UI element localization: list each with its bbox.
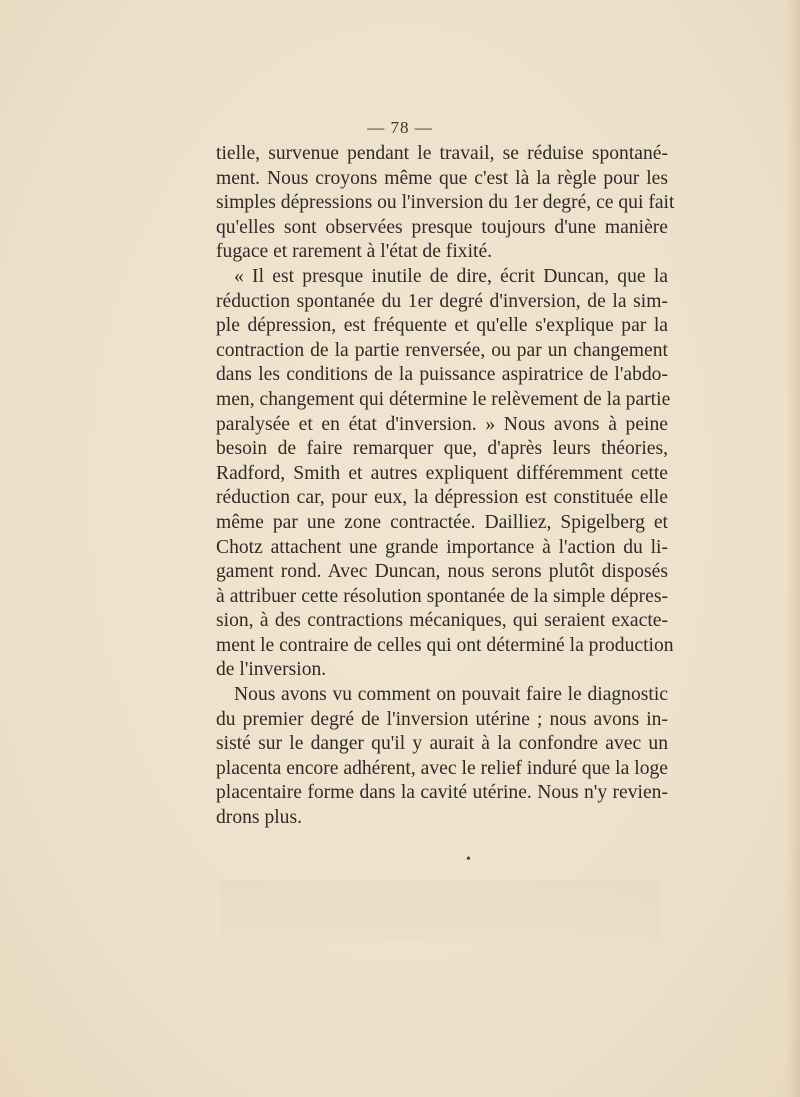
text-line: « Il est presque inutile de dire, écrit Duncan, que la <box>234 265 668 287</box>
text-line: drons plus. <box>216 807 303 829</box>
text-line: réduction spontanée du 1er degré d'inversion, de la sim- <box>216 290 668 312</box>
body-text <box>216 142 675 831</box>
text-line: Chotz attachent une grande importance à l'action du li- <box>216 536 668 558</box>
text-line: simples dépressions ou l'inversion du 1er degré, ce qui fait <box>216 192 675 214</box>
text-line: placentaire forme dans la cavité utérine. Nous n'y revien- <box>216 782 668 804</box>
text-line: Nous avons vu comment on pouvait faire le diagnostic <box>234 684 668 706</box>
text-line: gament rond. Avec Duncan, nous serons plutôt disposés <box>216 561 668 583</box>
text-line: réduction car, pour eux, la dépression est constituée elle <box>216 487 668 509</box>
text-line: à attribuer cette résolution spontanée de la simple dépres- <box>216 585 668 607</box>
text-line: dans les conditions de la puissance aspiratrice de l'abdo- <box>216 364 668 386</box>
text-line: ment. Nous croyons même que c'est là la règle pour les <box>216 167 668 189</box>
text-line: sion, à des contractions mécaniques, qui seraient exacte- <box>216 610 668 632</box>
text-line: tielle, survenue pendant le travail, se réduise spontané- <box>216 143 668 164</box>
ink-mark: • <box>466 852 471 867</box>
text-line: ment le contraire de celles qui ont déterminé la production <box>216 634 674 656</box>
text-line: qu'elles sont observées presque toujours d'une manière <box>216 216 668 238</box>
text-line: du premier degré de l'inversion utérine ; nous avons in- <box>216 708 668 730</box>
page-number: — 78 — <box>367 118 433 137</box>
text-line: Radford, Smith et autres expliquent différemment cette <box>216 462 668 484</box>
text-line: contraction de la partie renversée, ou par un changement <box>216 339 668 361</box>
text-line: fugace et rarement à l'état de fixité. <box>216 241 493 263</box>
page-edge-shadow <box>786 0 800 1097</box>
text-line: ple dépression, est fréquente et qu'elle s'explique par la <box>216 315 668 337</box>
text-line: de l'inversion. <box>216 659 327 681</box>
text-line: même par une zone contractée. Dailliez, Spigelberg et <box>216 511 668 533</box>
text-line: paralysée et en état d'inversion. » Nous avons à peine <box>216 413 668 435</box>
text-line: sisté sur le danger qu'il y aurait à la confondre avec un <box>216 733 668 755</box>
bleed-through-area <box>220 880 660 940</box>
text-line: besoin de faire remarquer que, d'après leurs théories, <box>216 438 668 460</box>
text-line: men, changement qui détermine le relèvement de la partie <box>216 388 671 410</box>
text-line: placenta encore adhérent, avec le relief induré que la loge <box>216 757 668 779</box>
